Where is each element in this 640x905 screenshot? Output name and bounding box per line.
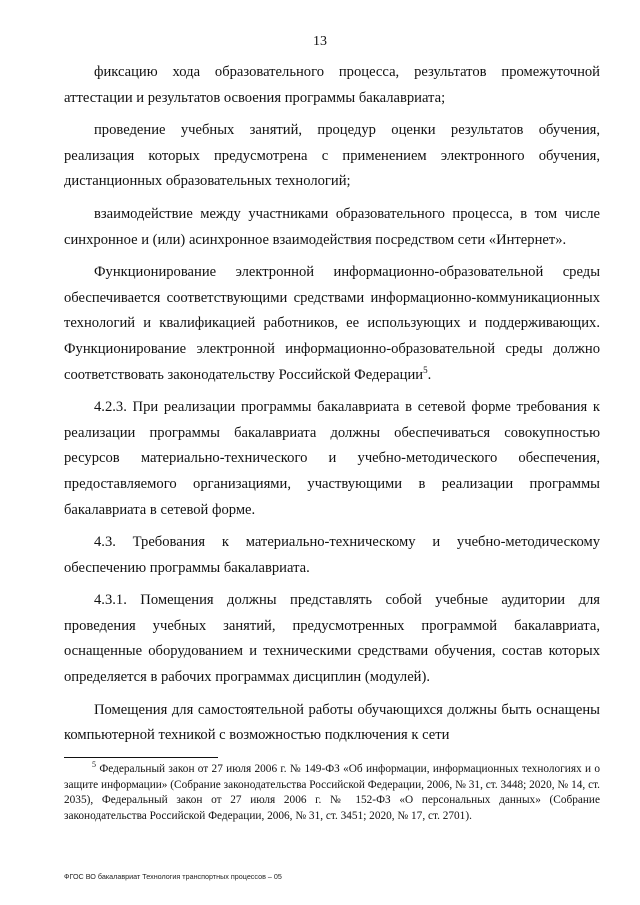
paragraph-conducting-classes: проведение учебных занятий, процедур оценки результатов обучения, реализация которых предусмотрена с применением электронного обучения, дистанционных образовательных технологий; — [64, 122, 600, 190]
paragraph-participant-interaction: взаимодействие между участниками образовательного процесса, в том числе синхронное и (или) асинхронное взаимодействия посредством сети «Интернет». — [64, 205, 600, 248]
document-body — [64, 60, 600, 756]
paragraph-environment-functioning-tail: . — [427, 366, 432, 383]
paragraph-environment-functioning-text: Функционирование электронной информационно-образовательной среды обеспечивается соответствующими средствами информационно-коммуникационных технологий и квалификацией работников, ее использующих и поддерживающих. Функционирование электронной информационно-образовательной среды должно соответствовать законодательству Российской Федерации — [64, 264, 600, 383]
page-footer: ФГОС ВО бакалавриат Технология транспортных процессов – 05 — [64, 872, 282, 881]
paragraph-4-3-1: 4.3.1. Помещения должны представлять собой учебные аудитории для проведения учебных занятий, предусмотренных программой бакалавриата, оснащенные оборудованием и техническими средствами обучения, состав которых определяется в рабочих программах дисциплин (модулей). — [64, 592, 600, 686]
footnote-text: Федеральный закон от 27 июля 2006 г. № 149-ФЗ «Об информации, информационных технологиях и о защите информации» (Собрание законодательства Российской Федерации, 2006, № 31, ст. 3448; 2020, № 14, ст. 2035), Федеральный закон от 27 июля 2006 г. № 152-ФЗ «О персональных данных» (Собрание законодательства Российской Федерации, 2006, № 31, ст. 3451; 2020, № 17, ст. 2701). — [64, 763, 600, 822]
paragraph-progress-recording: фиксацию хода образовательного процесса, результатов промежуточной аттестации и результатов освоения программы бакалавриата; — [64, 64, 600, 106]
footnote-reference: 5 — [423, 364, 428, 375]
paragraph-environment-functioning — [64, 260, 600, 388]
footnote-marker: 5 — [92, 760, 96, 770]
paragraph-4-3: 4.3. Требования к материально-техническому и учебно-методическому обеспечению программы бакалавриата. — [64, 534, 600, 576]
footnote-divider — [64, 757, 218, 758]
page-number: 13 — [313, 34, 327, 49]
footnote — [64, 762, 600, 824]
paragraph-self-study-rooms: Помещения для самостоятельной работы обучающихся должны быть оснащены компьютерной техникой с возможностью подключения к сети — [64, 701, 600, 744]
paragraph-4-2-3: 4.2.3. При реализации программы бакалавриата в сетевой форме требования к реализации программы бакалавриата должны обеспечиваться совокупностью ресурсов материально-технического и учебно-методического обеспечения, предоставляемого организациями, участвующими в реализации программы бакалавриата в сетевой форме. — [64, 399, 600, 518]
